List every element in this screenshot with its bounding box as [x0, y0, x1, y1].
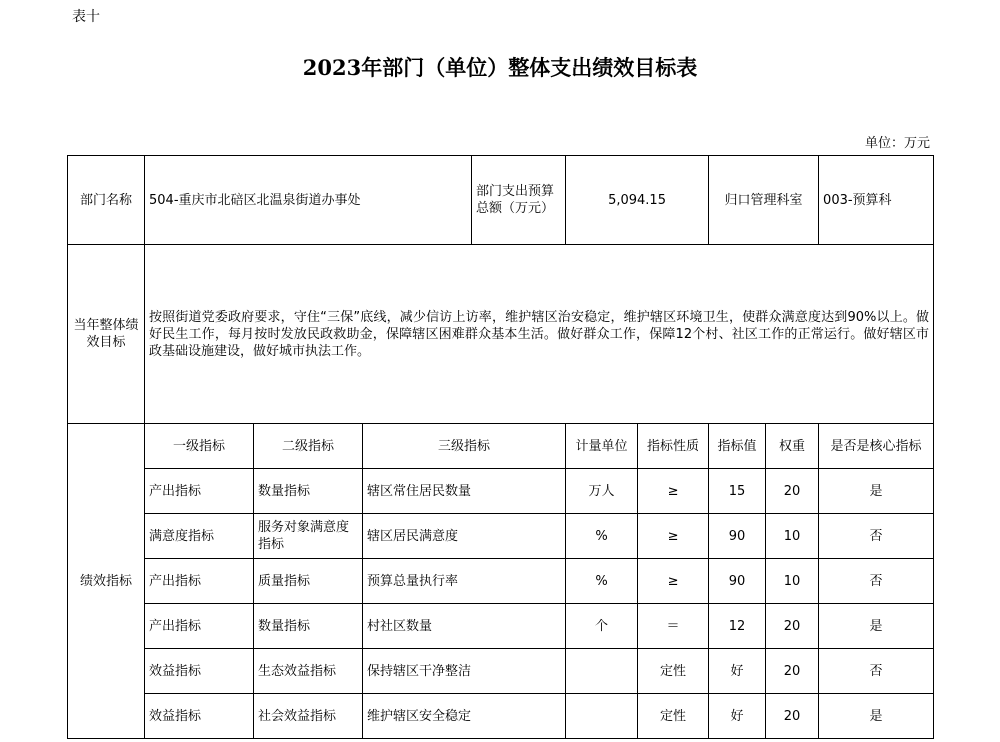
cell-unit: 个	[566, 604, 638, 649]
cell-core: 是	[819, 469, 934, 514]
cell-level1: 产出指标	[145, 559, 254, 604]
cell-unit: 万人	[566, 469, 638, 514]
table-row	[68, 559, 934, 604]
cell-nature: 定性	[638, 649, 709, 694]
cell-unit: %	[566, 559, 638, 604]
cell-level3: 预算总量执行率	[363, 559, 566, 604]
dept-name-label: 部门名称	[68, 156, 145, 245]
cell-level1: 效益指标	[145, 694, 254, 739]
cell-weight: 20	[766, 649, 819, 694]
cell-value: 90	[709, 514, 766, 559]
table-row	[68, 604, 934, 649]
goal-row	[68, 245, 934, 424]
cell-weight: 20	[766, 604, 819, 649]
dept-name-value: 504-重庆市北碚区北温泉街道办事处	[145, 156, 472, 245]
column-header: 指标值	[709, 424, 766, 469]
column-header: 三级指标	[363, 424, 566, 469]
cell-unit	[566, 649, 638, 694]
table-row	[68, 514, 934, 559]
cell-nature: ≥	[638, 559, 709, 604]
goal-label: 当年整体绩效目标	[68, 245, 145, 424]
cell-weight: 20	[766, 469, 819, 514]
cell-unit	[566, 694, 638, 739]
cell-unit: %	[566, 514, 638, 559]
budget-value: 5,094.15	[566, 156, 709, 245]
cell-value: 好	[709, 694, 766, 739]
cell-level3: 辖区常住居民数量	[363, 469, 566, 514]
column-header: 二级指标	[254, 424, 363, 469]
budget-label: 部门支出预算总额（万元）	[472, 156, 566, 245]
column-header: 是否是核心指标	[819, 424, 934, 469]
cell-level1: 产出指标	[145, 604, 254, 649]
cell-nature: 定性	[638, 694, 709, 739]
performance-target-table	[67, 155, 934, 739]
cell-weight: 20	[766, 694, 819, 739]
cell-level2: 数量指标	[254, 469, 363, 514]
cell-level3: 保持辖区干净整洁	[363, 649, 566, 694]
cell-level2: 生态效益指标	[254, 649, 363, 694]
header-row	[68, 156, 934, 245]
cell-level1: 产出指标	[145, 469, 254, 514]
column-header: 权重	[766, 424, 819, 469]
cell-core: 否	[819, 649, 934, 694]
office-value: 003-预算科	[819, 156, 934, 245]
table-row	[68, 469, 934, 514]
cell-core: 是	[819, 694, 934, 739]
indicator-header-row	[68, 424, 934, 469]
cell-nature: ＝	[638, 604, 709, 649]
cell-level3: 村社区数量	[363, 604, 566, 649]
cell-level1: 效益指标	[145, 649, 254, 694]
unit-note: 单位：万元	[864, 136, 930, 151]
cell-weight: 10	[766, 514, 819, 559]
indicator-section-label: 绩效指标	[68, 424, 145, 739]
cell-value: 好	[709, 649, 766, 694]
cell-level2: 社会效益指标	[254, 694, 363, 739]
cell-weight: 10	[766, 559, 819, 604]
table-row	[68, 649, 934, 694]
goal-text: 按照街道党委政府要求，守住“三保”底线，减少信访上访率，维护辖区治安稳定，维护辖区环境卫生，使群众满意度达到90%以上。做好民生工作，每月按时发放民政救助金，保障辖区困难群众基本生活。做好群众工作，保障12个村、社区工作的正常运行。做好辖区市政基础设施建设，做好城市执法工作。	[145, 245, 934, 424]
column-header: 计量单位	[566, 424, 638, 469]
cell-nature: ≥	[638, 514, 709, 559]
column-header: 一级指标	[145, 424, 254, 469]
column-header: 指标性质	[638, 424, 709, 469]
table-tag: 表十	[72, 9, 100, 25]
office-label: 归口管理科室	[709, 156, 819, 245]
cell-core: 否	[819, 559, 934, 604]
cell-level2: 数量指标	[254, 604, 363, 649]
cell-value: 15	[709, 469, 766, 514]
page-title: 2023年部门（单位）整体支出绩效目标表	[302, 55, 698, 80]
cell-level3: 辖区居民满意度	[363, 514, 566, 559]
cell-level3: 维护辖区安全稳定	[363, 694, 566, 739]
cell-level2: 服务对象满意度指标	[254, 514, 363, 559]
cell-value: 12	[709, 604, 766, 649]
cell-core: 否	[819, 514, 934, 559]
cell-core: 是	[819, 604, 934, 649]
cell-nature: ≥	[638, 469, 709, 514]
cell-value: 90	[709, 559, 766, 604]
table-row	[68, 694, 934, 739]
cell-level1: 满意度指标	[145, 514, 254, 559]
cell-level2: 质量指标	[254, 559, 363, 604]
